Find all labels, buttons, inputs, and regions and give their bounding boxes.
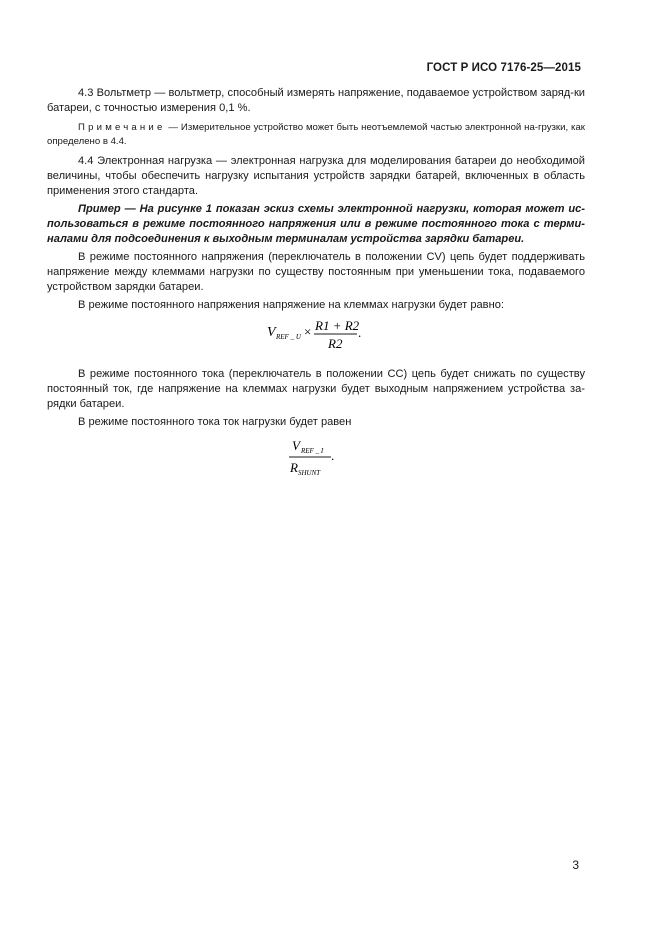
formula2-v: V	[292, 438, 300, 453]
formula-voltage	[47, 320, 585, 360]
page-number: 3	[572, 858, 579, 872]
formula-current-svg	[47, 435, 585, 479]
cv-mode-paragraph: В режиме постоянного напряжения (переключатель в положении CV) цепь будет поддерживать напряжение между клеммами нагрузки по существу постоянным при уменьшении тока, подаваемого устройством зарядки батареи.	[47, 251, 585, 293]
note-text: — Измерительное устройство может быть неотъемлемой частью электронной на-грузки, как определено в 4.4.	[47, 122, 585, 147]
formula-current	[47, 435, 585, 479]
document-standard-id: ГОСТ Р ИСО 7176-25—2015	[426, 62, 581, 74]
cc-mode-paragraph: В режиме постоянного тока (переключатель в положении CC) цепь будет снижать по существу постоянный ток, где напряжение на клеммах нагрузки будет выходным напряжением устройства за-рядки батареи.	[47, 368, 585, 410]
note-paragraph	[47, 121, 585, 149]
formula1-v-subscript: REF _ U	[276, 333, 301, 341]
formula1-numerator: R1 + R2	[315, 320, 360, 333]
clause-4-4: 4.4 Электронная нагрузка — электронная нагрузка для моделирования батареи до необходимой величины, чтобы обеспечить нагрузку испытания устройств зарядки батарей, включенных в область применения этого стандарта.	[47, 155, 585, 197]
formula-voltage-svg	[47, 320, 585, 360]
formula1-end: .	[358, 325, 362, 340]
cc-current-paragraph: В режиме постоянного тока ток нагрузки будет равен	[78, 416, 352, 428]
formula2-r-subscript: SHUNT	[298, 469, 321, 477]
formula2-r: R	[290, 460, 298, 475]
formula2-v-subscript: REF _ I	[301, 447, 324, 455]
page-body	[47, 86, 585, 479]
example-paragraph: Пример — На рисунке 1 показан эскиз схемы электронной нагрузки, которая может ис-пользоваться в режиме постоянного напряжения или в режиме постоянного тока с терми-налами для подсоединения к выходным терминалам устройства зарядки батареи.	[47, 203, 585, 245]
formula2-end: .	[331, 448, 335, 463]
cv-voltage-paragraph: В режиме постоянного напряжения напряжение на клеммах нагрузки будет равно:	[78, 299, 504, 311]
clause-4-3: 4.3 Вольтметр — вольтметр, способный измерять напряжение, подаваемое устройством заряд-ки батареи, с точностью измерения 0,1 %.	[47, 87, 585, 114]
formula1-times: ×	[304, 324, 312, 339]
formula1-v: V	[267, 325, 276, 340]
formula1-denominator: R2	[328, 336, 343, 351]
note-label: Примечание	[78, 122, 166, 133]
